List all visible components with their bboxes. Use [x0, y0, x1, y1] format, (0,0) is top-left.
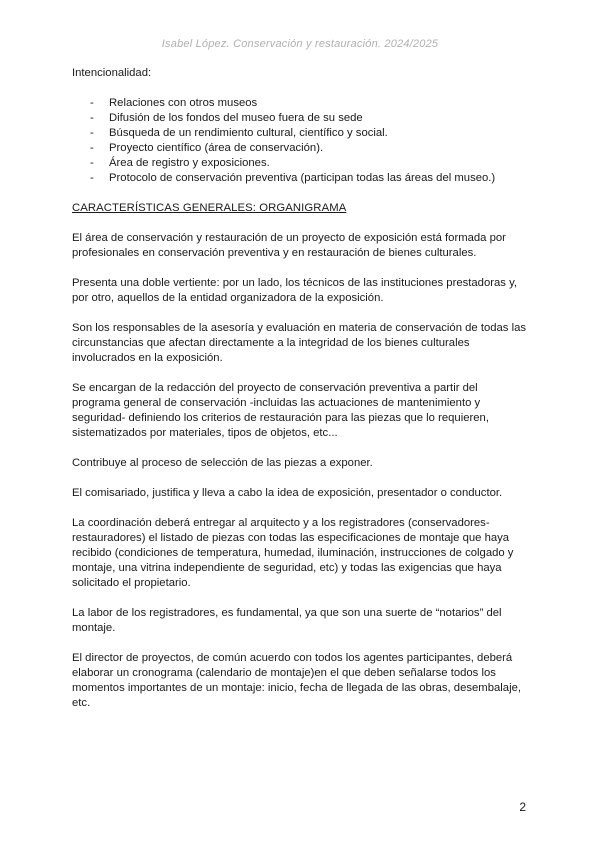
list-item: - Área de registro y exposiciones.	[90, 156, 528, 171]
page-number: 2	[519, 800, 526, 814]
paragraph: El área de conservación y restauración de un proyecto de exposición está formada por profesionales en conservación preventiva y en restauración de bienes culturales.	[72, 232, 506, 259]
page-header: Isabel López. Conservación y restauración. 2024/2025	[161, 38, 439, 50]
list-item: - Búsqueda de un rendimiento cultural, científico y social.	[90, 126, 528, 141]
paragraph: Se encargan de la redacción del proyecto de conservación preventiva a partir del programa general de conservación -incluidas las actuaciones de mantenimiento y seguridad- definiendo los criterios de restauración para las piezas que lo requieren, sistematizados por materiales, tipos de objetos, etc...	[72, 382, 489, 439]
list-item: - Relaciones con otros museos	[90, 96, 528, 111]
document-body	[72, 66, 528, 726]
paragraph: La labor de los registradores, es fundamental, ya que son una suerte de “notarios” del montaje.	[72, 607, 502, 634]
section-heading: CARACTERÍSTICAS GENERALES: ORGANIGRAMA	[72, 202, 347, 214]
paragraph: La coordinación deberá entregar al arquitecto y a los registradores (conservadores-restauradores) el listado de piezas con todas las especificaciones de montaje que haya recibido (condiciones de temperatura, humedad, iluminación, instrucciones de colgado y montaje, una vitrina independiente de seguridad, etc) y todas las exigencias que haya solicitado el propietario.	[72, 517, 514, 589]
paragraph: El comisariado, justifica y lleva a cabo la idea de exposición, presentador o conductor.	[72, 487, 503, 499]
list-item: - Difusión de los fondos del museo fuera de su sede	[90, 111, 528, 126]
paragraph: El director de proyectos, de común acuerdo con todos los agentes participantes, deberá elaborar un cronograma (calendario de montaje)en el que deben señalarse todos los momentos importantes de un montaje: inicio, fecha de llegada de las obras, desembalaje, etc.	[72, 652, 522, 709]
list-item: - Proyecto científico (área de conservación).	[90, 141, 528, 156]
intencionalidad-label: Intencionalidad:	[72, 67, 152, 79]
paragraph: Contribuye al proceso de selección de las piezas a exponer.	[72, 457, 373, 469]
intencionalidad-list	[72, 96, 528, 186]
paragraph: Son los responsables de la asesoría y evaluación en materia de conservación de todas las circunstancias que afectan directamente a la integridad de los bienes culturales involucrados en la exposición.	[72, 322, 527, 364]
paragraph: Presenta una doble vertiente: por un lado, los técnicos de las instituciones prestadoras y, por otro, aquellos de la entidad organizadora de la exposición.	[72, 277, 518, 304]
list-item: - Protocolo de conservación preventiva (participan todas las áreas del museo.)	[90, 171, 528, 186]
